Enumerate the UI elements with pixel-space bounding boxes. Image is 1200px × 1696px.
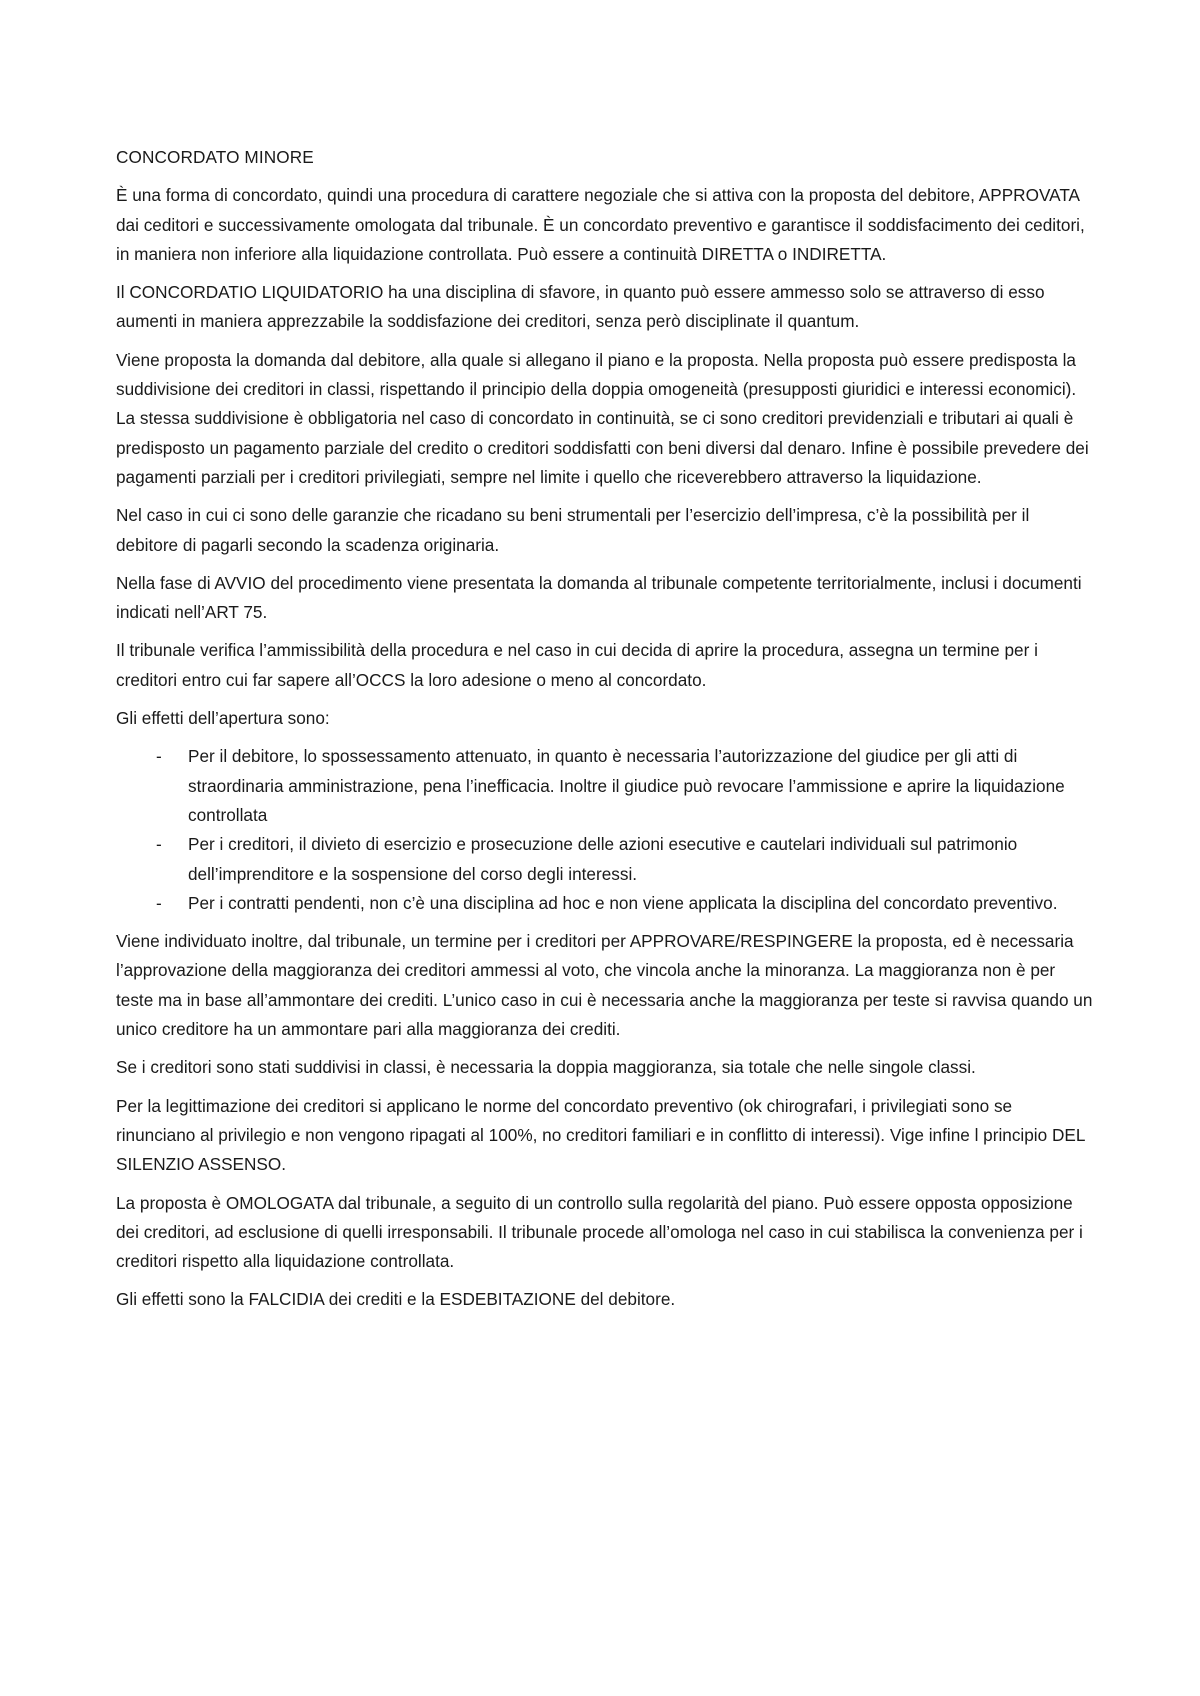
paragraph-definition: È una forma di concordato, quindi una procedura di carattere negoziale che si attiva con la proposta del debitore, APPROVATA dai ceditori e successivamente omologata dal tribunale. È un concordato preventivo e garantisce il soddisfacimento dei ceditori, in maniera non inferiore alla liquidazione controllata. Può essere a continuità DIRETTA o INDIRETTA.	[116, 185, 1085, 264]
list-item	[116, 742, 1096, 830]
paragraph-domanda: Viene proposta la domanda dal debitore, alla quale si allegano il piano e la proposta. Nella proposta può essere predisposta la suddivisione dei creditori in classi, rispettando il principio della doppia omogeneità (presupposti giuridici e interessi economici). La stessa suddivisione è obbligatoria nel caso di concordato in continuità, se ci sono creditori previdenziali e tributari ai quali è predisposto un pagamento parziale del credito o creditori soddisfatti con beni diversi dal denaro. Infine è possibile prevedere dei pagamenti parziali per i creditori privilegiati, sempre nel limite i quello che riceverebbero attraverso la liquidazione.	[116, 349, 1089, 487]
list-item-text: Per i contratti pendenti, non c’è una disciplina ad hoc e non viene applicata la disciplina del concordato preventivo.	[188, 892, 1058, 913]
paragraph-effetti-finali: Gli effetti sono la FALCIDIA dei crediti e la ESDEBITAZIONE del debitore.	[116, 1289, 676, 1310]
paragraph-garanzie: Nel caso in cui ci sono delle garanzie che ricadano su beni strumentali per l’esercizio dell’impresa, c’è la possibilità per il debitore di pagarli secondo la scadenza originaria.	[116, 505, 1030, 555]
list-item-text: Per il debitore, lo spossessamento attenuato, in quanto è necessaria l’autorizzazione del giudice per gli atti di straordinaria amministrazione, pena l’inefficacia. Inoltre il giudice può revocare l’ammissione e aprire la liquidazione controllata	[188, 746, 1065, 825]
paragraph-liquidatorio: Il CONCORDATIO LIQUIDATORIO ha una disciplina di sfavore, in quanto può essere ammesso solo se attraverso di esso aumenti in maniera apprezzabile la soddisfazione dei creditori, senza però disciplinate il quantum.	[116, 282, 1045, 332]
paragraph-approvazione: Viene individuato inoltre, dal tribunale, un termine per i creditori per APPROVARE/RESPINGERE la proposta, ed è necessaria l’approvazione della maggioranza dei creditori ammessi al voto, che vincola anche la minoranza. La maggioranza non è per teste ma in base all’ammontare dei crediti. L’unico caso in cui è necessaria anche la maggioranza per teste si ravvisa quando un unico creditore ha un ammontare pari alla maggioranza dei crediti.	[116, 931, 1093, 1040]
document-title: CONCORDATO MINORE	[116, 147, 314, 167]
paragraph-avvio: Nella fase di AVVIO del procedimento viene presentata la domanda al tribunale competente territorialmente, inclusi i documenti indicati nell’ART 75.	[116, 572, 1082, 623]
list-item	[116, 889, 1096, 918]
bullet-dash: -	[156, 746, 162, 767]
paragraph-ammissibilita: Il tribunale verifica l’ammissibilità della procedura e nel caso in cui decida di aprire la procedura, assegna un termine per i creditori entro cui far sapere all’OCCS la loro adesione o meno al concordato.	[116, 640, 1038, 690]
list-item-text: Per i creditori, il divieto di esercizio e prosecuzione delle azioni esecutive e cautelari individuali sul patrimonio dell’imprenditore e la sospensione del corso degli interessi.	[188, 834, 1018, 884]
paragraph-omologazione: La proposta è OMOLOGATA dal tribunale, a seguito di un controllo sulla regolarità del piano. Può essere opposta opposizione dei creditori, ad esclusione di quelli irresponsabili. Il tribunale procede all’omologa nel caso in cui stabilisca la convenienza per i creditori rispetto alla liquidazione controllata.	[116, 1192, 1083, 1272]
bullet-dash: -	[156, 892, 162, 913]
effects-list	[116, 742, 1096, 918]
document-page	[116, 143, 1096, 1324]
paragraph-legittimazione: Per la legittimazione dei creditori si applicano le norme del concordato preventivo (ok chirografari, i privilegiati sono se rinunciano al privilegio e non vengono ripagati al 100%, no creditori familiari e in conflitto di interessi). Vige infine l principio DEL SILENZIO ASSENSO.	[116, 1095, 1085, 1175]
paragraph-classi: Se i creditori sono stati suddivisi in classi, è necessaria la doppia maggioranza, sia totale che nelle singole classi.	[116, 1057, 976, 1078]
bullet-dash: -	[156, 834, 162, 855]
paragraph-effetti-intro: Gli effetti dell’apertura sono:	[116, 708, 330, 729]
list-item	[116, 830, 1096, 889]
